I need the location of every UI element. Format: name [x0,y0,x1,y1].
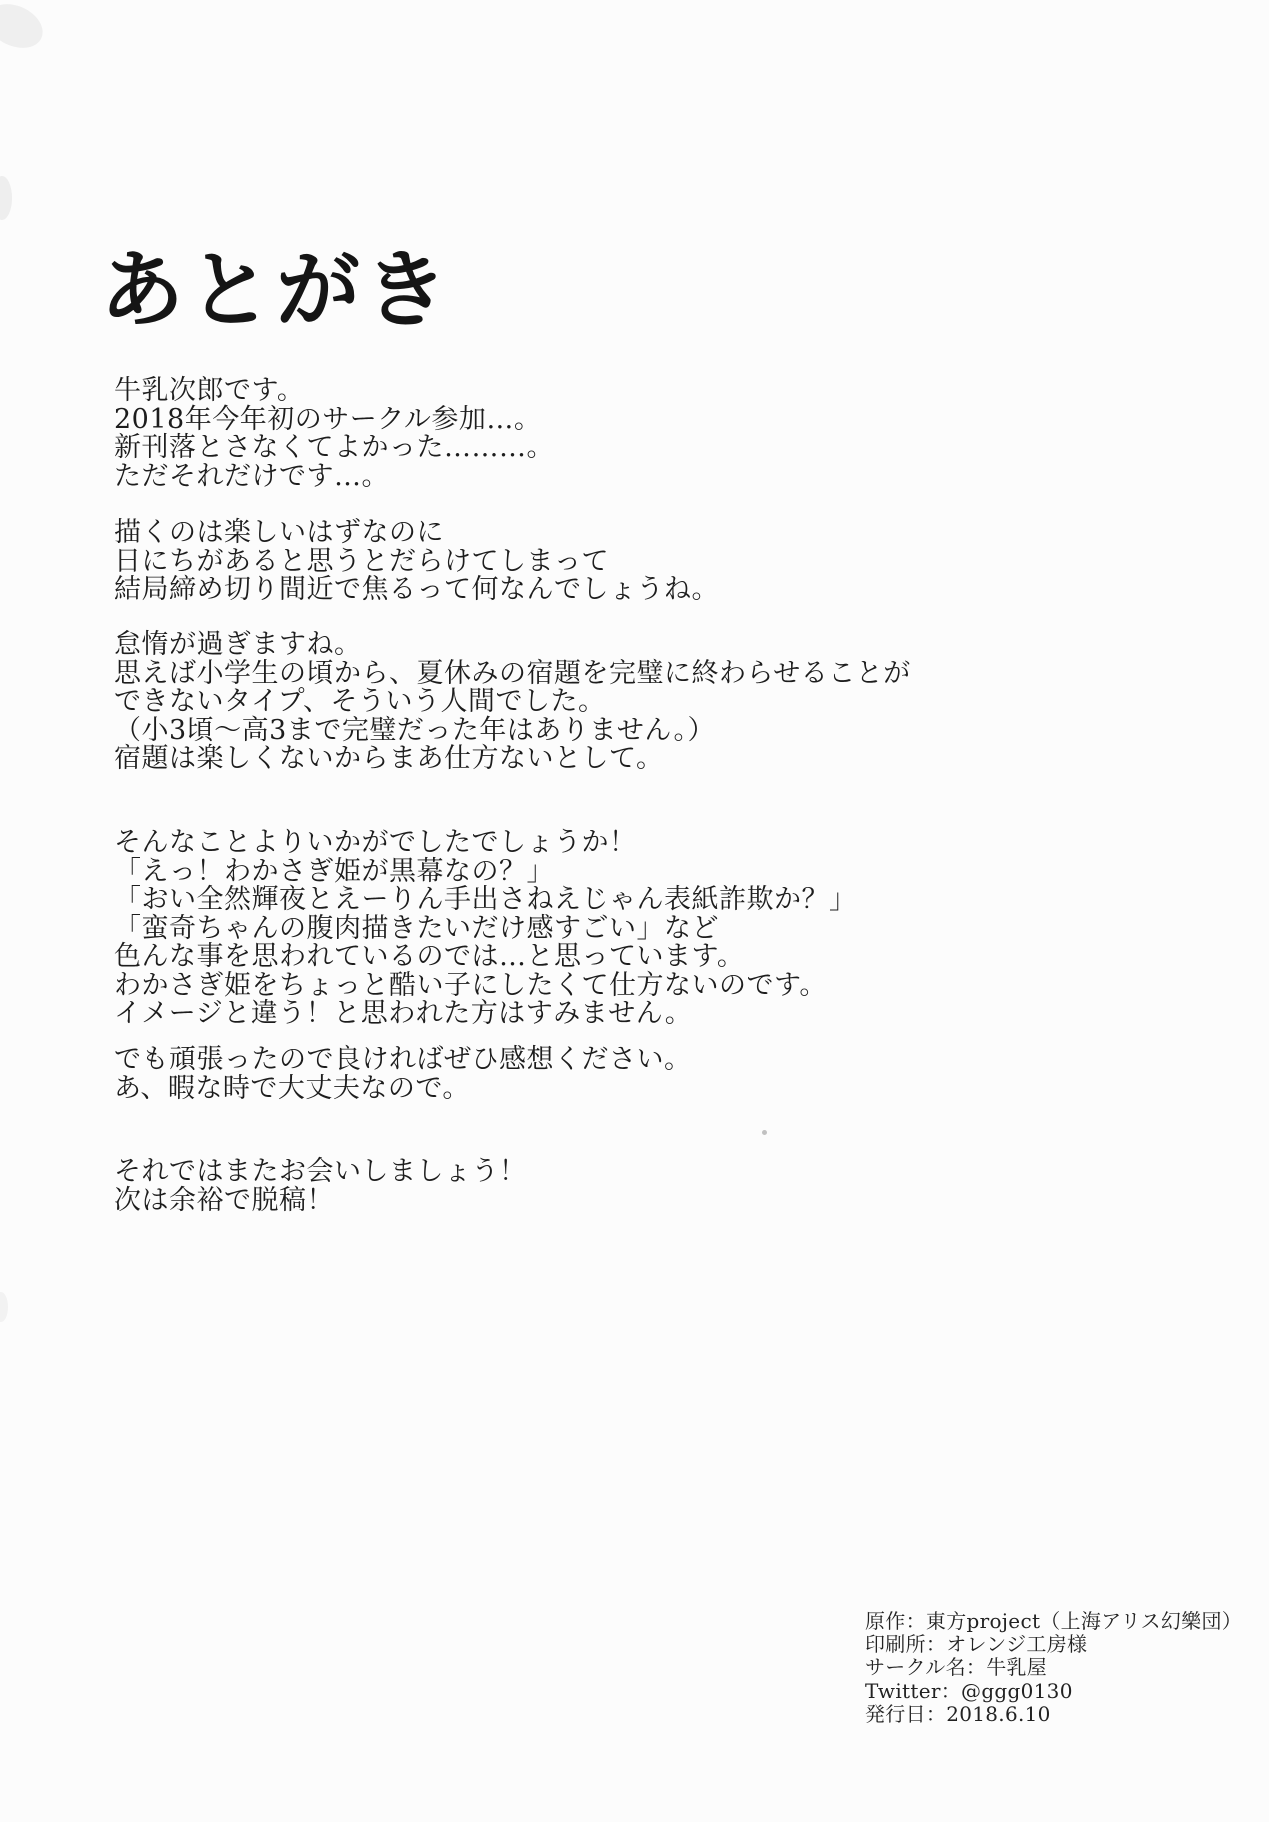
text-line: 牛乳次郎です。 [114,375,305,406]
text-line: 日にちがあると思うとだらけてしまって [114,545,609,577]
text-line: できないタイプ、そういう人間でした。 [114,686,606,717]
text-line: あ、暇な時で大丈夫なので。 [114,1072,470,1104]
scan-artifact-dot [762,1130,767,1135]
colophon [865,1610,1242,1726]
paragraph-drawing [114,519,719,605]
text-line: でも頑張ったので良ければぜひ感想ください。 [114,1044,692,1075]
paragraph-feedback [114,1046,692,1103]
page-title: あとがき [100,241,453,340]
paragraph-reactions [114,829,857,1029]
paragraph-farewell [114,1158,527,1215]
text-line: 印刷所：オレンジ工房様 [865,1632,1088,1657]
text-line: 新刊落とさなくてよかった………。 [114,432,554,463]
text-line: サークル名：牛乳屋 [865,1655,1048,1680]
scan-artifact-top-left [0,0,50,56]
paragraph-laziness [114,631,911,774]
text-line: 次は余裕で脱稿！ [114,1184,334,1216]
text-line: 発行日：2018.6.10 [865,1701,1051,1726]
text-line: Twitter：@ggg0130 [865,1678,1073,1703]
text-line: 原作：東方project（上海アリス幻樂団） [865,1609,1243,1633]
text-line: イメージと違う！と思われた方はすみません。 [114,998,693,1029]
text-line: わかさぎ姫をちょっと酷い子にしたくて仕方ないのです。 [114,969,827,1001]
text-line: 「おい全然輝夜とえーりん手出さねえじゃん表紙詐欺か？」 [114,884,857,915]
text-line: そんなことよりいかがでしたでしょうか！ [114,827,637,858]
text-line: 「蛮奇ちゃんの腹肉描きたいだけ感すごい」など [114,912,719,944]
text-line: 結局締め切り間近で焦るって何なんでしょうね。 [114,574,719,605]
scan-artifact-bottom-left [0,1292,8,1322]
paragraph-intro [114,377,554,491]
text-line: 怠惰が過ぎますね。 [114,629,362,660]
text-line: （小3頃～高3まで完璧だった年はありません。） [114,714,715,746]
text-line: それではまたお会いしましょう！ [114,1156,527,1187]
scan-artifact-left-edge [0,176,12,220]
text-line: 「えっ！わかさぎ姫が黒幕なの？」 [114,855,554,887]
text-line: 色んな事を思われているのでは…と思っています。 [114,941,745,972]
text-line: ただそれだけです…。 [114,460,389,492]
text-line: 2018年今年初のサークル参加…。 [114,403,542,435]
text-line: 宿題は楽しくないからまあ仕方ないとして。 [114,743,664,774]
text-line: 思えば小学生の頃から、夏休みの宿題を完璧に終わらせることが [114,657,911,689]
text-line: 描くのは楽しいはずなのに [114,517,444,548]
